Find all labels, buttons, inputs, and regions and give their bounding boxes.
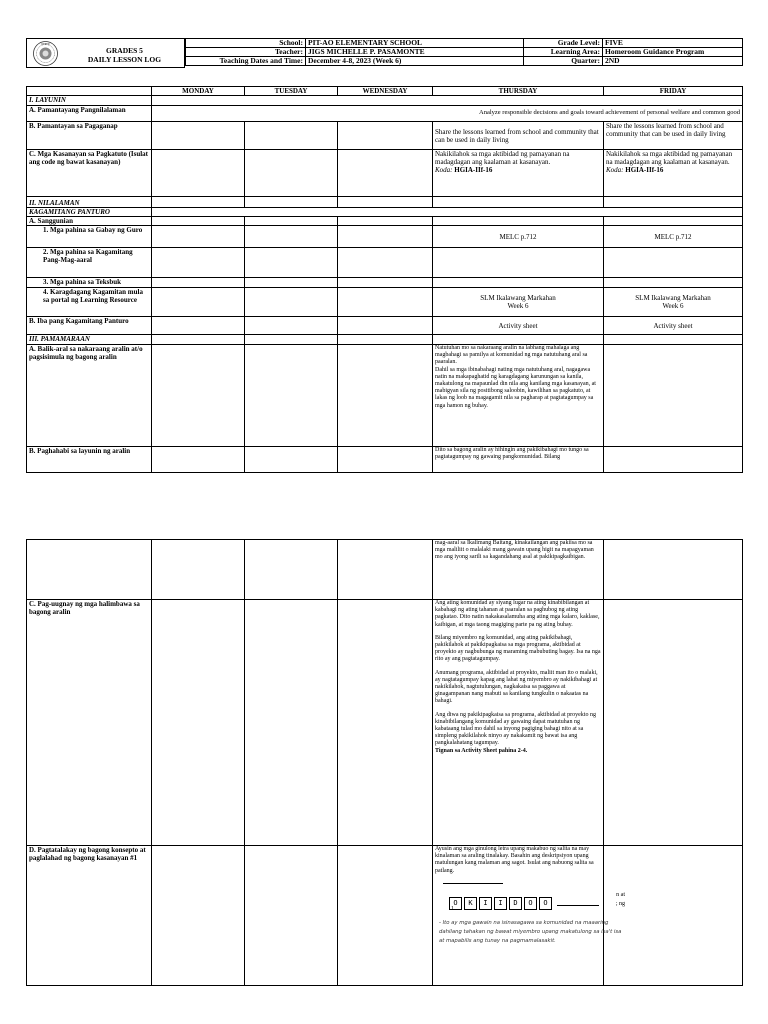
- area-label: Learning Area:: [524, 48, 603, 57]
- row-iba-pang-kagamitan: B. Iba pang Kagamitang Panturo: [27, 317, 152, 335]
- gabay-friday: MELC p.712: [604, 226, 743, 248]
- day-monday: MONDAY: [152, 87, 245, 96]
- row-paghahabi: B. Paghahabi sa layunin ng aralin: [27, 447, 152, 473]
- row-gabay-guro: 1. Mga pahina sa Gabay ng Guro: [27, 226, 152, 248]
- iba-thursday: Activity sheet: [433, 317, 604, 335]
- corner-cell: [27, 87, 152, 96]
- lr-friday: SLM Ikalawang Markahan Week 6: [604, 288, 743, 317]
- activity-sheet-ref: Tignan sa Activity Sheet pahina 2-4.: [435, 747, 528, 754]
- title-dll: DAILY LESSON LOG: [87, 55, 162, 64]
- day-wednesday: WEDNESDAY: [338, 87, 433, 96]
- document-title: [67, 46, 182, 64]
- row-pamantayan-pagaganap: B. Pamantayan sa Pagaganap: [27, 122, 152, 150]
- svg-text:DEPED: DEPED: [41, 43, 50, 47]
- header-info-table: [185, 38, 743, 66]
- letter-box: K: [464, 897, 477, 910]
- teacher-label: Teacher:: [186, 48, 306, 57]
- row-pag-uugnay: C. Pag-uugnay ng mga halimbawa sa bagong aralin: [27, 600, 152, 846]
- koda-thursday: HGIA-IIf-16: [454, 166, 493, 174]
- cropped-text: n at ; ng: [615, 891, 625, 907]
- paghahabi-thursday-continued: mag-aaral sa Ikalimang Baitang, kinakailangan ang pakiisa mo sa mga maliliit o malalaki mang gawain upang higit na mapagyaman mo ang iyong sarili sa kagandahang asal at pakikipagkaibigan.: [433, 540, 604, 600]
- pamantayan-value: Analyze responsible decisions and goals toward achievement of personal welfare and common good: [152, 106, 743, 122]
- pagtatalakay-thursday: Ayusin ang mga ginulong letra upang makabuo ng salita na may kinalaman sa araling tinalakay. Basahin ang deskripsiyon upang matulungan kang malaman ang sagot. Isulat ang nabuong salita sa patlang. O K I I D O O 1. n at ; ng - Ito ay mga gawain na isinasagawa sa komunidad na maaaring dahilang tahakan ng bawat miyembro upang makatulong sa isa't isa at mapabilis ang tunay na pagmamalasakit.: [433, 846, 604, 986]
- day-tuesday: TUESDAY: [245, 87, 338, 96]
- letter-box: O: [449, 897, 462, 910]
- letter-box: O: [539, 897, 552, 910]
- gabay-thursday: MELC p.712: [433, 226, 604, 248]
- iba-friday: Activity sheet: [604, 317, 743, 335]
- day-thursday: THURSDAY: [433, 87, 604, 96]
- lr-thursday: SLM Ikalawang Markahan Week 6: [433, 288, 604, 317]
- letter-boxes: [449, 897, 554, 910]
- section-kagamitan: KAGAMITANG PANTURO: [27, 208, 152, 217]
- grade-label: Grade Level:: [524, 39, 603, 48]
- deped-seal-icon: [33, 41, 58, 66]
- row-balik-aral: A. Balik-aral sa nakaraang aralin at/o pagsisimula ng bagong aralin: [27, 345, 152, 447]
- row-learning-resource: 4. Karagdagang Kagamitan mula sa portal ng Learning Resource: [27, 288, 152, 317]
- title-grade: GRADES 5: [106, 46, 143, 55]
- kasanayan-thursday: Nakikilahok sa mga aktibidad ng pamayanan na madagdagan ang kaalaman at kasanayan. Koda: HGIA-IIf-16: [433, 150, 604, 197]
- balik-aral-thursday: Natutuhan mo sa nakaraang aralin na labhang mahalaga ang magbahagi sa pamilya at komunidad ng mga natutuhang aral sa paaralan. Dahil sa mga ibinabahagi nating mga natutuhang aral, nagagawa natin na makapaghatid ng karagdagang karunungan sa kanila, makatulong na mapaunlad din nila ang kanilang mga kasanayan, at mabigyan sila ng positibong saloobin, kawilihan sa pagkatuto, at lakas ng loob na magagamit nila sa pagharap at pagtatagumpay sa mga hamon ng buhay.: [433, 345, 604, 447]
- dates-value: December 4-8, 2023 (Week 6): [306, 57, 524, 66]
- koda-friday: HGIA-IIf-16: [625, 166, 664, 174]
- letter-box: I: [479, 897, 492, 910]
- row-kagamitang-mag-aaral: 2. Mga pahina sa Kagamitang Pang-Mag-aaral: [27, 248, 152, 278]
- letter-box: O: [524, 897, 537, 910]
- item-number: 1.: [451, 905, 456, 912]
- quarter-label: Quarter:: [524, 57, 603, 66]
- row-sanggunian: A. Sanggunian: [27, 217, 152, 226]
- day-friday: FRIDAY: [604, 87, 743, 96]
- divider: [443, 883, 503, 884]
- row-pamantayang-pangnilalaman: A. Pamantayang Pangnilalaman: [27, 106, 152, 122]
- lesson-log-table: [26, 86, 743, 473]
- dates-label: Teaching Dates and Time:: [186, 57, 306, 66]
- pag-uugnay-thursday: Ang ating komunidad ay siyang lugar na ating kinabibilangan at kabahagi ng ating tahanan at paaralan sa paghubog ng ating pagkatao. Dito natin nakakasalamuha ang ating mga kalaro, kaklase, kaibigan, at mga taong magiging parte pa ng ating buhay. Bilang miyembro ng komunidad, ang ating pakikibahagi, pakikilahok at pakikipagkaisa sa mga programa, aktibidad at proyekto ay nagbubunga ng maraming mabubuting bagay. Isa na nga rito ay ang pagtatagumpay. Anumang programa, aktibidad at proyekto, maliit man ito o malaki, ay nagtatagumpay kapag ang lahat ng miyembro ay nakikibahagi at nakikilahok, nagtutulungan, nagkakaisa sa paggawa at ginagampanan nang mabuti sa kanilang tungkulin o nakaatas na bahagi. Ang diwa ng pakikipagkaisa sa programa, aktibidad at proyekto ng kinabibilangang komunidad ay gawaing dapat matutuhan ng kabataang tulad mo dahil sa inyong pagiging bahagi nito at sa simpleng pakikilahok ninyo ay nakakamit ng bawat isa ang pangkalahatang tagumpay. Tignan sa Activity Sheet pahina 2-4.: [433, 600, 604, 846]
- header-logo-block: [26, 38, 185, 68]
- lesson-log-table-continued: [26, 539, 743, 986]
- paghahabi-thursday: Dito sa bagong aralin ay hihingin ang pakikibahagi mo tungo sa pagtatagumpay ng gawaing pangkomunidad. Bilang: [433, 447, 604, 473]
- area-value: Homeroom Guidance Program: [603, 48, 743, 57]
- pagaganap-thursday: Share the lessons learned from school and community that can be used in daily living: [433, 122, 604, 150]
- pagaganap-friday: Share the lessons learned from school and community that can be used in daily living: [604, 122, 743, 150]
- kasanayan-friday: Nakikilahok sa mga aktibidad ng pamayanan na madagdagan ang kaalaman at kasanayan. Koda: HGIA-IIf-16: [604, 150, 743, 197]
- teacher-value: JIGS MICHELLE P. PASAMONTE: [306, 48, 524, 57]
- row-pagtatalakay: D. Pagtatalakay ng bagong konsepto at paglalahad ng bagong kasanayan #1: [27, 846, 152, 986]
- section-pamamaraan: III. PAMAMARAAN: [27, 335, 152, 345]
- section-nilalaman: II. NILALAMAN: [27, 197, 152, 208]
- acrostic-activity: [435, 875, 625, 959]
- handwritten-description: - Ito ay mga gawain na isinasagawa sa komunidad na maaaring dahilang tahakan ng bawat miyembro upang makatulong sa isa't isa at mapabilis ang tunay na pagmamalasakit.: [439, 919, 622, 944]
- row-teksbuk: 3. Mga pahina sa Teksbuk: [27, 278, 152, 288]
- section-layunin: I. LAYUNIN: [27, 96, 152, 106]
- school-label: School:: [186, 39, 306, 48]
- answer-blank: [557, 905, 599, 906]
- row-mga-kasanayan: C. Mga Kasanayan sa Pagkatuto (Isulat ang code ng bawat kasanayan): [27, 150, 152, 197]
- letter-box: I: [494, 897, 507, 910]
- quarter-value: 2ND: [603, 57, 743, 66]
- letter-box: D: [509, 897, 522, 910]
- grade-value: FIVE: [603, 39, 743, 48]
- school-value: PIT-AO ELEMENTARY SCHOOL: [306, 39, 524, 48]
